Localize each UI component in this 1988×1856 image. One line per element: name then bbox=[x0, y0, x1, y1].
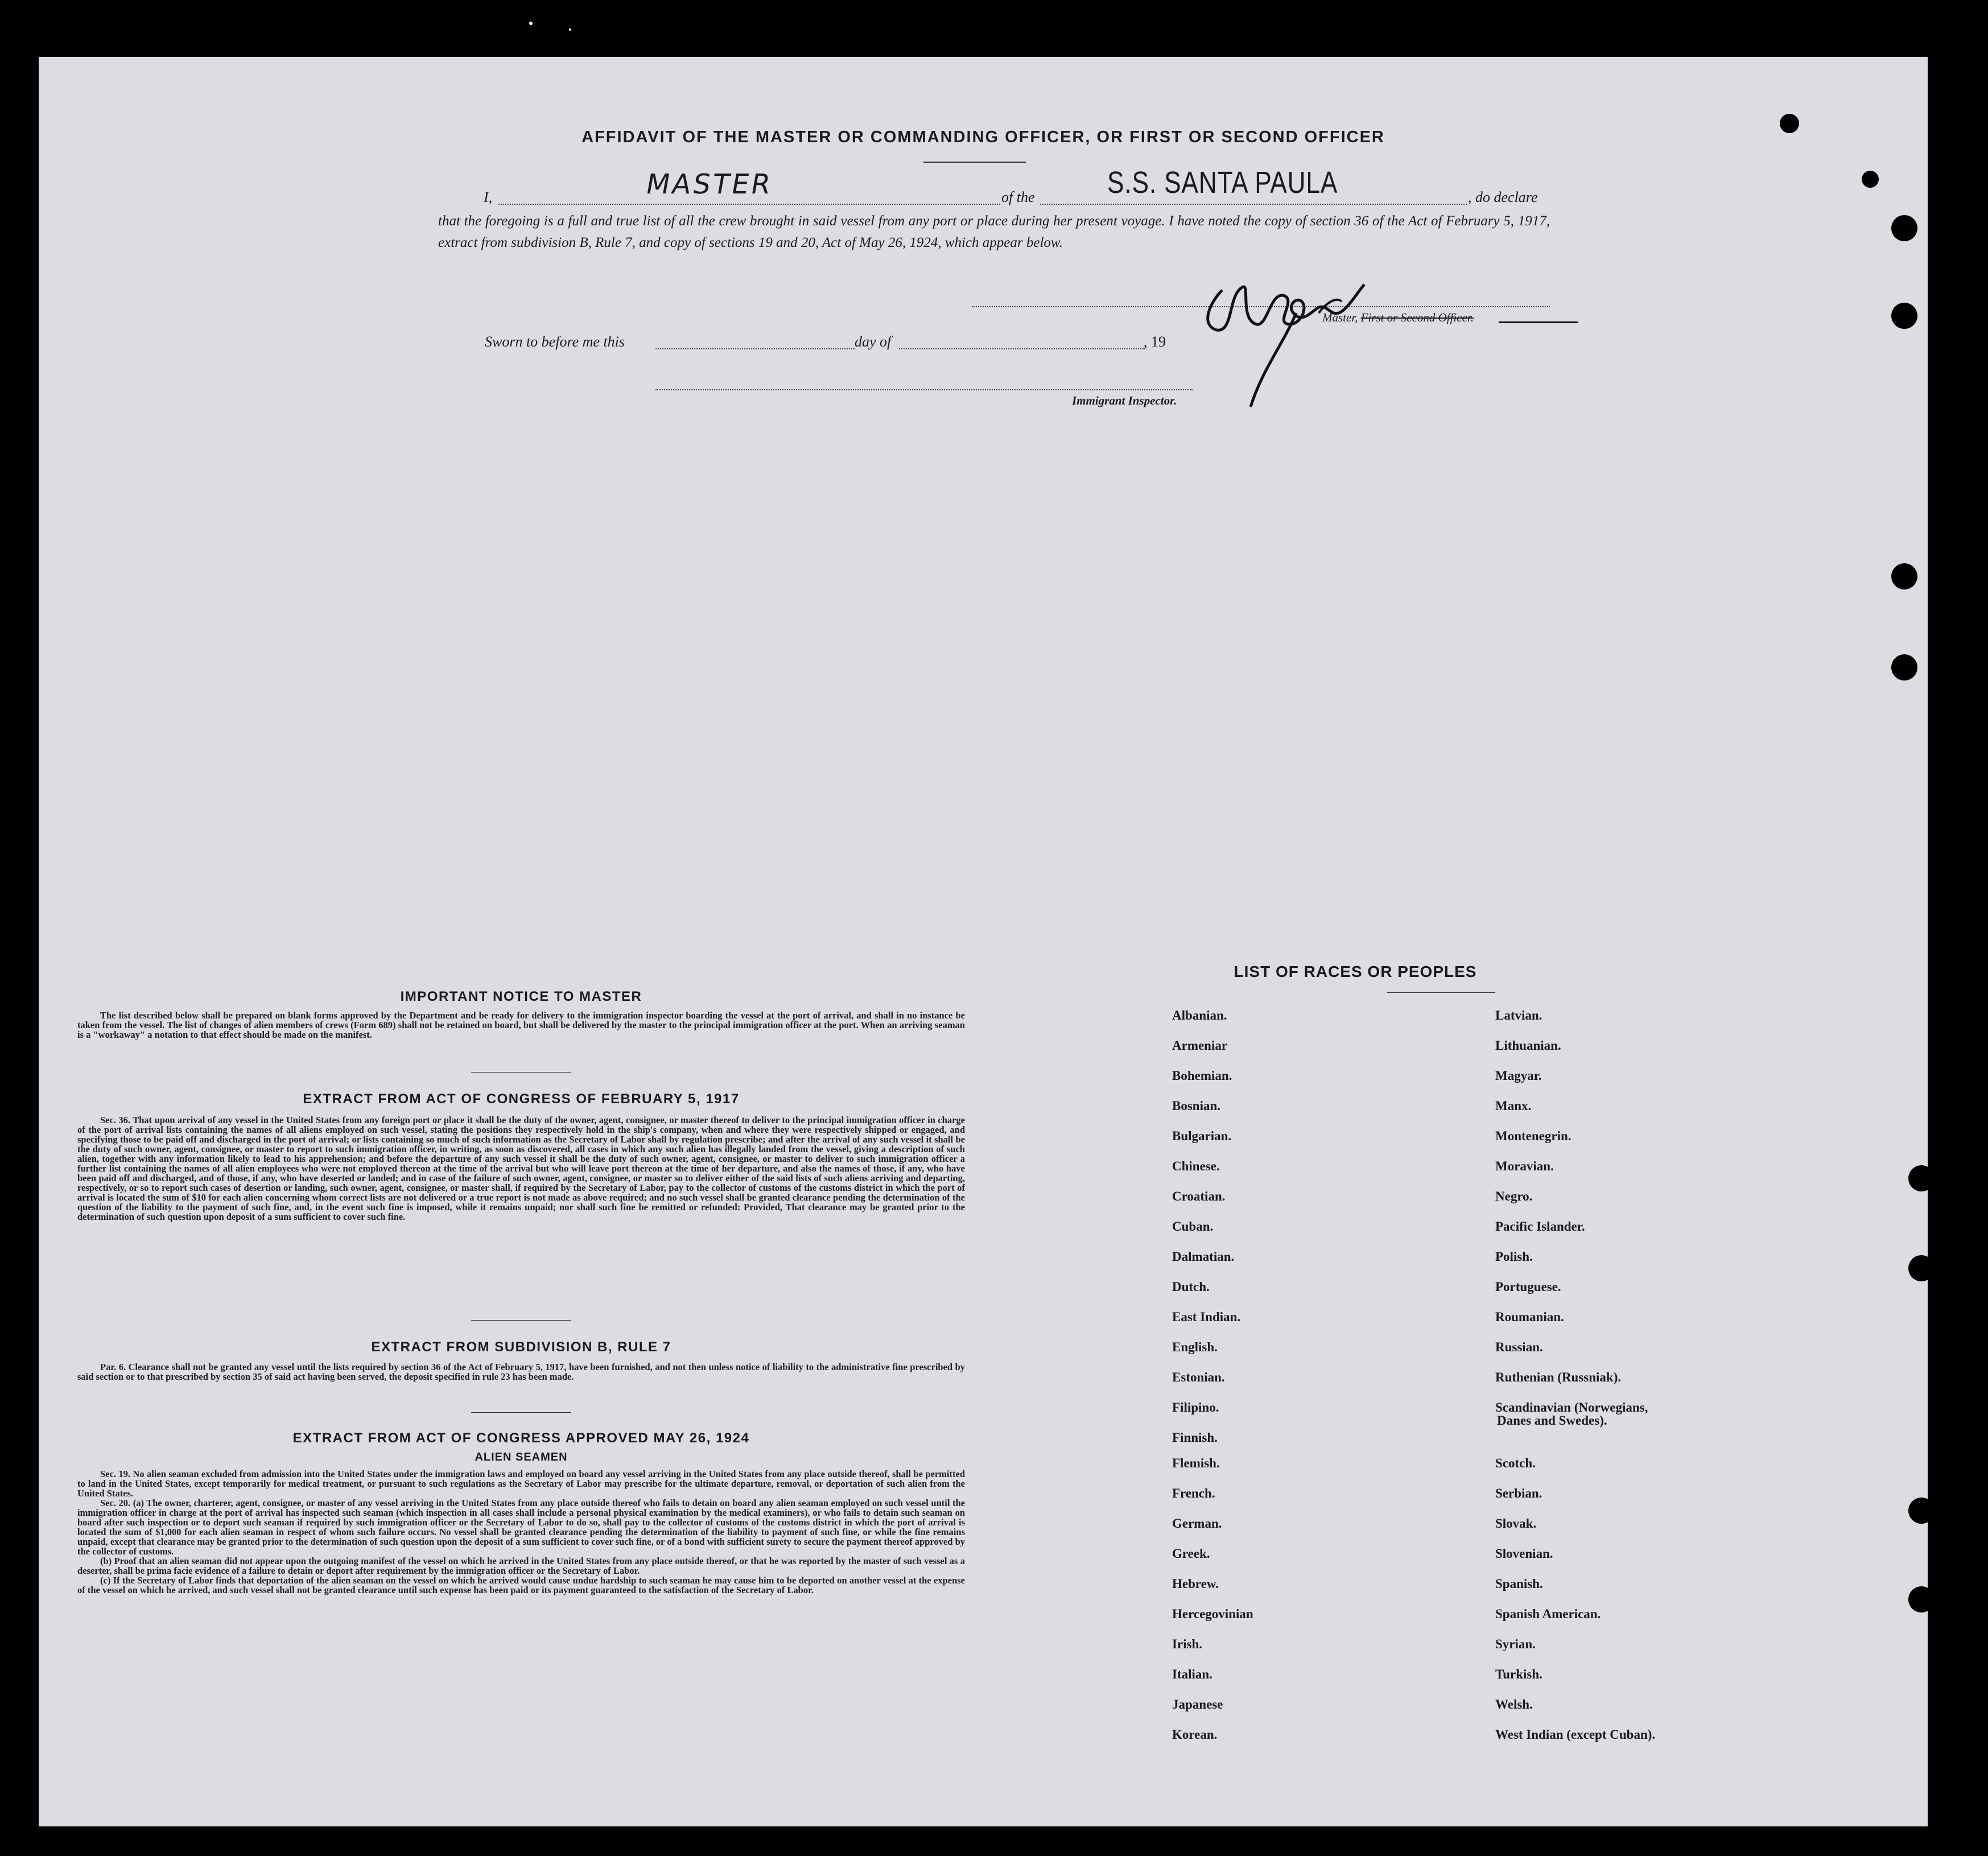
i-label: I, bbox=[484, 189, 493, 205]
race-left: Cuban. bbox=[1172, 1219, 1214, 1234]
race-right: Spanish. bbox=[1495, 1577, 1543, 1591]
race-left: Hercegovinian bbox=[1172, 1607, 1253, 1621]
extract-rule7-text bbox=[77, 1362, 965, 1381]
extract-1924-title: EXTRACT FROM ACT OF CONGRESS APPROVED MAY 26, 1924 bbox=[292, 1430, 750, 1446]
race-left: Korean. bbox=[1172, 1727, 1218, 1742]
notice-paragraph: The list described below shall be prepared on blank forms approved by the Department and be ready for delivery to the immigration inspector boarding the vessel at the port of arrival, and shall in no instance be taken from the vessel. The list of changes of alien members of crews (Form 689) shall not be retained on board, but shall be delivered by the master to the principal immigration officer at the port. When an arriving seaman is a "workaway" a notation to that effect should be made on the manifest. bbox=[77, 1010, 965, 1040]
race-right: Montenegrin. bbox=[1495, 1129, 1572, 1143]
race-right: Moravian. bbox=[1495, 1159, 1554, 1173]
race-right: Magyar. bbox=[1495, 1069, 1542, 1083]
race-right: Lithuanian. bbox=[1495, 1038, 1561, 1053]
rank-line bbox=[498, 204, 1000, 205]
extract-1917-paragraph: Sec. 36. That upon arrival of any vessel in the United States from any foreign port or place it shall be the duty of the owner, agent, consignee, or master thereof to deliver to the principal immigration officer in charge of the port of arrival lists containing the names of all aliens employed on such vessel, stating the positions they respectively hold in the ship's company, when and where they were respectively shipped or engaged, and specifying those to be paid off and discharged in the port of arrival; or lists containing so much of such information as the Secretary of Labor shall by regulation prescribe; and after the arrival of any such vessel it shall be the duty of such owner, agent, consignee, or master to report to such immigration officer, in writing, as soon as discovered, all cases in which any such alien has illegally landed from the vessel, giving a description of such alien, together with any information likely to lead to his apprehension; and before the departure of any such vessel it shall be the duty of such owner, agent, consignee, or master to deliver to such immigration officer a further list containing the names of all alien employees who were not employed thereon at the time of the arrival but who will leave port thereon at the time of her departure, and also the names of those, if any, who have been paid off and discharged, and of those, if any, who have deserted or landed; and in case of the failure of such owner, agent, consignee, or master so to deliver either of the said lists of such aliens arriving and departing, respectively, or so to report such cases of desertion or landing, such owner, agent, consignee, or master shall, if required by the Secretary of Labor, pay to the collector of customs of the customs district in which the port of arrival is located the sum of $10 for each alien concerning whom correct lists are not delivered or a true report is not made as above required; and no such vessel shall be granted clearance pending the determination of the question of the liability to the payment of such fine, and, in the event such fine is imposed, while it remains unpaid; nor shall such fine be remitted or refunded: Provided, That clearance may be granted prior to the determination of such question upon deposit of a sum sufficient to cover such fine. bbox=[77, 1115, 965, 1222]
race-right: Negro. bbox=[1495, 1189, 1533, 1203]
race-right: Polish. bbox=[1495, 1249, 1533, 1264]
punch-hole-icon bbox=[1908, 1498, 1935, 1524]
title-divider bbox=[923, 162, 1026, 163]
race-right: Syrian. bbox=[1495, 1637, 1536, 1651]
race-right: Latvian. bbox=[1495, 1008, 1542, 1022]
handwritten-rank: MASTER bbox=[644, 168, 776, 200]
affidavit-body: that the foregoing is a full and true list of all the crew brought in said vessel from any port or place during her present voyage. I have noted the copy of section 36 of the Act of February 5, 1917, extract from subdivision B, Rule 7, and copy of sections 19 and 20, Act of May 26, 1924, which appear below. bbox=[438, 213, 1550, 250]
extract-1924-text bbox=[77, 1469, 965, 1595]
year-prefix: , 19 bbox=[1144, 333, 1166, 350]
inspector-line bbox=[655, 389, 1193, 390]
section-divider bbox=[471, 1320, 571, 1321]
race-right: Turkish. bbox=[1495, 1667, 1542, 1681]
signature-icon bbox=[1188, 256, 1381, 415]
section-divider bbox=[471, 1412, 571, 1413]
caption-struck: First or Second Officer. bbox=[1360, 311, 1474, 324]
affidavit-title: AFFIDAVIT OF THE MASTER OR COMMANDING OFFICER, OR FIRST OR SECOND OFFICER bbox=[581, 128, 1385, 146]
sworn-month-line bbox=[899, 348, 1144, 349]
strike-line bbox=[1499, 321, 1578, 323]
sworn-day-line bbox=[655, 348, 855, 349]
race-left: Japanese bbox=[1172, 1697, 1223, 1711]
inspector-label: Immigrant Inspector. bbox=[1072, 394, 1177, 407]
race-right: Roumanian. bbox=[1495, 1310, 1564, 1324]
races-title: LIST OF RACES OR PEOPLES bbox=[1234, 963, 1477, 980]
race-right: Portuguese. bbox=[1495, 1280, 1561, 1294]
sec20c-paragraph: (c) If the Secretary of Labor finds that deportation of the alien seaman on the vessel on which he arrived would cause undue hardship to such seaman he may cause him to be deported on another vessel at the expense of the vessel on which he arrived, and such vessel shall not be granted clearance until such expense has been paid or its payment guaranteed to the satisfaction of the Secretary of Labor. bbox=[77, 1575, 965, 1595]
document-sheet bbox=[39, 57, 1928, 1826]
sec20a-paragraph: Sec. 20. (a) The owner, charterer, agent, consignee, or master of any vessel arriving in the United States from any place outside thereof who fails to detain on board any alien seaman employed on such vessel until the immigration officer in charge at the port of arrival has inspected such seaman (which inspection in all cases shall include a personal physical examination by the medical examiners), or who fails to detain such seaman on board after such inspection or to deport such seaman if required by such immigration officer or the Secretary of Labor to do so, shall pay to the collector of customs of the customs district in which the port of arrival is located the sum of $1,000 for each alien seaman in respect of whom such failure occurs. No vessel shall be granted clearance pending the determination of the liability to payment of such fine, or while the fine remains unpaid, except that clearance may be granted prior to the determination of such question upon the deposit of a sum sufficient to cover such fine, or of a bond with sufficient surety to secure the payment thereof approved by the collector of customs. bbox=[77, 1498, 965, 1557]
race-left: German. bbox=[1172, 1516, 1222, 1531]
race-left: Greek. bbox=[1172, 1546, 1210, 1561]
race-left: Flemish. bbox=[1172, 1456, 1220, 1470]
scan-speck bbox=[569, 28, 571, 31]
races-divider bbox=[1387, 992, 1495, 993]
vessel-line bbox=[1040, 204, 1467, 205]
race-right: Scandinavian (Norwegians, bbox=[1495, 1400, 1648, 1414]
race-left: Bulgarian. bbox=[1172, 1129, 1232, 1143]
extract-rule7-paragraph: Par. 6. Clearance shall not be granted any vessel until the lists required by section 36 of the Act of February 5, 1917, have been furnished, and not then unless notice of liability to the administrative fine prescribed by said section or to that prescribed by section 35 of said act having been served, the deposit specified in rule 23 has been made. bbox=[77, 1362, 965, 1382]
race-left: Albanian. bbox=[1172, 1008, 1227, 1022]
race-right: Russian. bbox=[1495, 1340, 1543, 1354]
extract-1917-title: EXTRACT FROM ACT OF CONGRESS OF FEBRUARY 5, 1917 bbox=[303, 1091, 740, 1107]
race-left: Irish. bbox=[1172, 1637, 1203, 1651]
punch-hole-icon bbox=[1891, 215, 1917, 241]
race-right: Manx. bbox=[1495, 1099, 1532, 1113]
race-left: English. bbox=[1172, 1340, 1218, 1354]
race-left: Italian. bbox=[1172, 1667, 1212, 1681]
section-divider bbox=[471, 1072, 571, 1073]
punch-hole-icon bbox=[1908, 1586, 1935, 1612]
race-right: Scotch. bbox=[1495, 1456, 1536, 1470]
punch-hole-icon bbox=[1908, 1165, 1935, 1191]
alien-seamen-subtitle: ALIEN SEAMEN bbox=[475, 1451, 568, 1463]
race-left: Bohemian. bbox=[1172, 1069, 1232, 1083]
punch-hole-icon bbox=[1891, 303, 1917, 329]
race-right: Slovak. bbox=[1495, 1516, 1537, 1531]
race-left: French. bbox=[1172, 1486, 1215, 1500]
race-right: Ruthenian (Russniak). bbox=[1495, 1370, 1622, 1384]
punch-hole-icon bbox=[1862, 171, 1879, 188]
race-left: Estonian. bbox=[1172, 1370, 1225, 1384]
race-right: Serbian. bbox=[1495, 1486, 1542, 1500]
punch-hole-icon bbox=[1908, 1255, 1935, 1281]
race-left: Finnish. bbox=[1172, 1430, 1218, 1445]
scan-speck bbox=[529, 22, 533, 25]
caption-master: Master, bbox=[1322, 311, 1361, 324]
sworn-label: Sworn to before me this bbox=[485, 333, 625, 350]
signature-caption bbox=[1322, 311, 1474, 325]
race-right: Spanish American. bbox=[1495, 1607, 1601, 1621]
vessel-name: S.S. SANTA PAULA bbox=[1107, 166, 1338, 200]
day-of-label: day of bbox=[855, 333, 892, 350]
race-right: West Indian (except Cuban). bbox=[1495, 1727, 1656, 1742]
race-left: East Indian. bbox=[1172, 1310, 1241, 1324]
punch-hole-icon bbox=[1891, 563, 1917, 589]
race-left: Chinese. bbox=[1172, 1159, 1220, 1173]
race-left: Armeniar bbox=[1172, 1038, 1228, 1053]
of-the-label: of the bbox=[1001, 189, 1035, 205]
race-left: Croatian. bbox=[1172, 1189, 1226, 1203]
sec19-paragraph: Sec. 19. No alien seaman excluded from admission into the United States under the immigration laws and employed on board any vessel arriving in the United States from any place outside thereof, shall be permitted to land in the United States, except temporarily for medical treatment, or pursuant to such regulations as the Secretary of Labor may prescribe for the ultimate departure, removal, or deportation of such alien from the United States. bbox=[77, 1469, 965, 1499]
extract-1917-text bbox=[77, 1115, 965, 1222]
punch-hole-icon bbox=[1891, 654, 1917, 680]
race-left: Bosnian. bbox=[1172, 1099, 1221, 1113]
race-left: Filipino. bbox=[1172, 1400, 1219, 1414]
race-right: Pacific Islander. bbox=[1495, 1219, 1585, 1234]
extract-rule7-title: EXTRACT FROM SUBDIVISION B, RULE 7 bbox=[371, 1339, 671, 1355]
race-right: Danes and Swedes). bbox=[1497, 1413, 1607, 1428]
notice-text bbox=[77, 1011, 965, 1040]
race-right: Slovenian. bbox=[1495, 1546, 1553, 1561]
do-declare-label: , do declare bbox=[1468, 189, 1538, 205]
race-left: Dutch. bbox=[1172, 1280, 1210, 1294]
race-left: Hebrew. bbox=[1172, 1577, 1219, 1591]
race-left: Dalmatian. bbox=[1172, 1249, 1235, 1264]
notice-title: IMPORTANT NOTICE TO MASTER bbox=[400, 989, 642, 1004]
race-right: Welsh. bbox=[1495, 1697, 1533, 1711]
sec20b-paragraph: (b) Proof that an alien seaman did not appear upon the outgoing manifest of the vessel on which he arrived in the United States from any place outside thereof, or that he was reported by the master of such vessel as a deserter, shall be prima facie evidence of a failure to detain or deport after requirement by the immigration officer or the Secretary of Labor. bbox=[77, 1556, 965, 1576]
